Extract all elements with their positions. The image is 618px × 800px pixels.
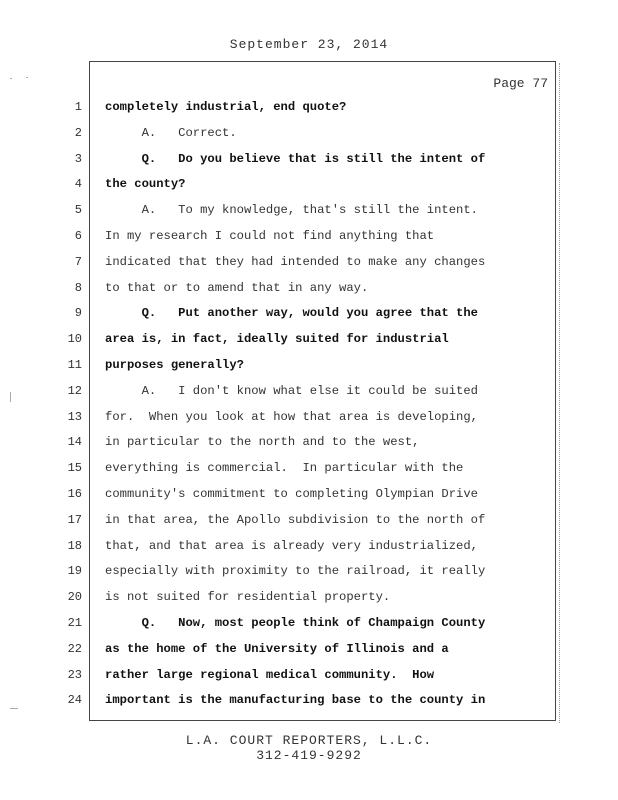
transcript-line: community's commitment to completing Olympian Drive (105, 486, 478, 501)
reporter-phone: 312-419-9292 (256, 748, 362, 763)
transcript-line: area is, in fact, ideally suited for industrial (105, 332, 449, 347)
line-number: 8 (74, 280, 82, 295)
line-number: 17 (67, 512, 82, 527)
transcript-line: in that area, the Apollo subdivision to the north of (105, 512, 486, 527)
line-number: 3 (74, 151, 82, 166)
line-number: 12 (67, 383, 82, 398)
transcript-line: completely industrial, end quote? (105, 100, 347, 114)
line-number: 14 (67, 435, 82, 450)
line-number: 13 (67, 409, 82, 424)
transcript-line: is not suited for residential property. (105, 590, 391, 605)
line-number: 23 (67, 667, 82, 682)
line-number: 2 (74, 125, 82, 140)
transcript-body (105, 95, 550, 714)
transcript-line: that, and that area is already very industrialized, (105, 538, 478, 553)
line-number: 24 (67, 693, 82, 708)
line-number: 1 (74, 100, 82, 114)
line-number: 18 (67, 538, 82, 553)
line-number: 6 (74, 228, 82, 243)
page-number: Page 77 (493, 76, 548, 91)
line-number-column (58, 95, 82, 714)
scan-speck (10, 78, 12, 79)
line-number: 9 (74, 306, 82, 321)
footer (0, 733, 618, 763)
line-number: 4 (74, 177, 82, 192)
scan-speck (10, 708, 18, 709)
transcript-line: Q. Now, most people think of Champaign County (105, 615, 486, 630)
line-number: 11 (67, 357, 82, 372)
line-number: 10 (67, 332, 82, 347)
reporter-company: L.A. COURT REPORTERS, L.L.C. (185, 733, 433, 748)
transcript-line: for. When you look at how that area is developing, (105, 409, 478, 424)
line-number: 21 (67, 615, 82, 630)
transcript-line: indicated that they had intended to make any changes (105, 254, 486, 269)
transcript-line: In my research I could not find anything that (105, 228, 435, 243)
transcript-line: A. Correct. (105, 125, 237, 140)
transcript-line: to that or to amend that in any way. (105, 280, 369, 295)
transcript-line: A. To my knowledge, that's still the intent. (105, 203, 478, 218)
line-number: 20 (67, 590, 82, 605)
transcript-line: as the home of the University of Illinois and a (105, 641, 449, 656)
transcript-line: especially with proximity to the railroad, it really (105, 564, 486, 579)
line-number: 19 (67, 564, 82, 579)
transcript-line: important is the manufacturing base to the county in (105, 693, 486, 708)
transcript-line: the county? (105, 177, 186, 192)
line-number: 5 (74, 203, 82, 218)
transcript-line: A. I don't know what else it could be suited (105, 383, 478, 398)
frame-edge-dots (559, 63, 560, 723)
line-number: 15 (67, 461, 82, 476)
line-number: 16 (67, 486, 82, 501)
transcript-line: Q. Do you believe that is still the intent of (105, 151, 486, 166)
transcript-line: Q. Put another way, would you agree that the (105, 306, 478, 321)
transcript-date: September 23, 2014 (229, 37, 389, 52)
scan-speck (26, 77, 28, 78)
line-number: 7 (74, 254, 82, 269)
transcript-line: in particular to the north and to the west, (105, 435, 420, 450)
line-number: 22 (67, 641, 82, 656)
scan-speck (10, 392, 11, 402)
transcript-line: purposes generally? (105, 357, 244, 372)
transcript-line: rather large regional medical community. How (105, 667, 435, 682)
transcript-line: everything is commercial. In particular with the (105, 461, 464, 476)
